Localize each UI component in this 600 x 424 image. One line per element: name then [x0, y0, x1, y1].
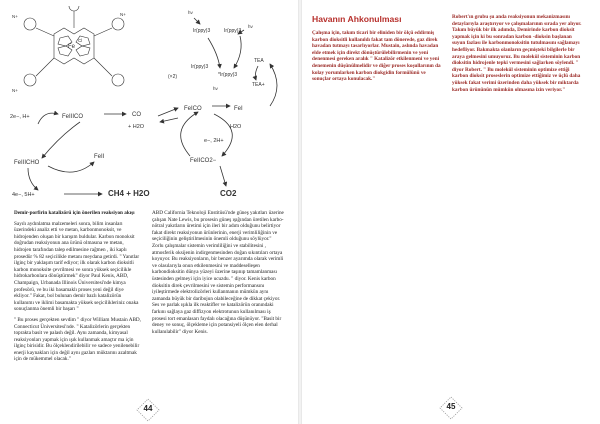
- right-column-1: [312, 14, 444, 87]
- hv-label-1: hν: [188, 10, 193, 15]
- page-number-left-text: 44: [143, 404, 153, 413]
- right-col1-paragraph-1: Çalışma için, takım ticari bir eliniden bir ölçü eddirmiş karbon dioksitli kullanıldı fakat tam dönerede, gaz direk havadan tutmayı tasarlıyorlar. Mustain, aslında havadan elde etmek için direkt dönüştürülebilirmenin ve yeni denenmesi gereken aralık " Katalizör etkilenmeni ve yeni denemenin düşünülmelidir ve diğer proses koşullarının da kolay yorumlarken karbon diokgidin formülünü ve sonuçlar ortaya konulacak.": [312, 30, 441, 83]
- irppy3-top-left-label: Ir(ppy)3: [193, 28, 211, 34]
- left-column-1: [14, 210, 142, 367]
- h2o-right-label: H2O: [230, 124, 242, 130]
- e-2h-label: e−, 2H+: [204, 138, 224, 144]
- n-plus-left-label: N+: [12, 14, 18, 19]
- right-column-2: [452, 14, 586, 97]
- co-label: CO: [132, 112, 141, 118]
- fe-center-label: Fe: [68, 44, 76, 50]
- fe1co-label: FeICO: [184, 106, 202, 112]
- fe2co2-label: FeIICO2−: [190, 158, 217, 164]
- page-number-left: [136, 398, 160, 422]
- e-h-left-label: 2e−, H+: [10, 114, 30, 120]
- left-col1-paragraph-1: Sayılı aydınlatma malzemeleri sonra, bilim insanları üzerindeki analiz etti ve metan, karbonmonoksit, ve hidrojenden oluşan bir karışım buldular. Karbon monoksit doğrudan reaksiyonun ana ürünü olmasına ve metan, hidrojen tarafından talep edilmesine rağmen , iki kaplı prosedür % 82 seçicilikle metanı meydana getirdi. " Yanıtlar ilginç bir yaklaşım tarif ediyor; ilk olarak karbon dioksitli karbon monoksite çevrilmesi ve sonra yüksek seçicilikle hidrokarbonlara dönüştürmek" diyor Paul Kenis, ABD, Champaign, Urbanada Illinois Üniversitesi'nde kimya profesörü, ve bu iki basamaklı proses yeni değil diye ekliyor." Fakat, bol bulunan demir bazlı katalizörün kullanımı ve iklimi basamakta yüksek seçicilikleriniz onaka sonuçlanma önemli bir başarı ": [14, 220, 140, 313]
- irppy3-cation-label: Ir(ppy)3: [191, 64, 209, 70]
- irppy3-star-label: *Ir(ppy)3: [218, 72, 238, 78]
- hv-label-3: hν: [213, 86, 218, 91]
- ch4-label: CH4 + H2O: [108, 189, 150, 198]
- irppy3-top-right-label: Ir(ppy)3: [224, 28, 242, 34]
- times-two-label: (×2): [168, 74, 178, 80]
- figure-caption: Demir-porfirin katalizörü için önerilen reaksiyon akışı: [14, 210, 135, 216]
- h2o-label: + H2O: [128, 124, 145, 130]
- right-col2-paragraph-1: Robert'ın grubu şu anda reaksiyonun mekanizmasını detaylarıyla araştırıyor ve çalışmalarının sırada yer alıyor. Takım büyük bir ilk adımda, Demirinde karbon dioksit yapmak için ki bu sonradan karbon -dioksin başlanan suyun fazlası ile karbonmonoksitin tutulmasını sağlamayı hedefliyor. Bakmakta olanların geçmişteki bilgilerle bir araya gelmesini umuyoruz. Bu molekül sisteminin karbon dioksitin hidrojenle tepki vermesini sağlarken söylendi. " diyor Robert. " Bu molekül sisteminin optimize ettiği karbon dioksit proseslerin optimize ettiğimiz ve üçlü daha yüksek fakat verimi üzerinden daha yüksek bir miktarda karbon ürününün mümkün olmasına izin veriyor.": [452, 14, 582, 93]
- section-heading: Havanın Ahkonulması: [312, 14, 402, 24]
- left-column-2: [152, 210, 284, 339]
- fe3co-label: FeIIICO: [62, 114, 84, 120]
- co2-label: CO2: [220, 189, 237, 198]
- left-page: [0, 0, 298, 424]
- fe2-label: FeII: [94, 154, 105, 160]
- page-number-right: [439, 396, 463, 420]
- fe3cho-label: FeIIICHO: [14, 160, 40, 166]
- e-5h-label: 4e−, 5H+: [12, 192, 35, 198]
- left-col2-paragraph-1: ABD California Teknoloji Enstitüsü'nde güneş yakıtları üzerine çalışan Nate Lewis, bu prosesin güneş ışığından üretilen karbo-nötral yakıtların üretimi için ileri bir adım olduğunu belirtiyor fakat direkt reaksiyonun ürünlerinin, enerji verimliliğinin ve seçiciliğinin geliştirilmesinin önemli olduğunu söylüyor." Zorlu çalışmalar sistemin verimliliğini ve stabilitesini , atmosferik oksijenin indirgenmesinden doğan sıkıntıları ortaya koyuyor. Bu reaksiyonların, bir benzer ayarımda olarak verimli ve olasılarıyla onun etkilenmesini ve maddeselleşen karbondioksitin dünya yüzeyi üzerine taşınıp tamamlanması üstesinden gelmeyi için iyice ucuzdu. " diyor. Kenis karbon dioksitin direk çevrilmesini ve sistemin performansını iyileştirmede elektrolizörleri kullanmanın mümkün aynı zamanda büyük bir daribojun olabileceğine de dikkat çekiyor. Ses ve parlak ışıkla ilk reaktifler ve katalizörün oranındaki farkını sağlaya gaz diffizyon elektrotunun kullanılması iş prosesi tort emanlasarı faydalı olacağına düşünüyor. "Basit bir deney ve sonuç, ölçekleme için potansiyeli ölçen elen derhal kullanılabilir" diyor Kenis.: [152, 210, 284, 335]
- left-col1-paragraph-2: " Bu proses gerçekten sevdim " diyor William Mustain ABD, Connecticut Üniversitesi'nde. " Katalizörlerin gerçekten toprakta basit ve palash değil. Aynı zamanda, kimyasal reaksiyonları yapmak için ışık kullanmak amaçtır ma için ilginç birisidir. Bu ölçeklendirilebilir ve sadece yenilenebilir enerji kaynakları için değil aynı gazları müktarını azaltmak için de mükemmel olacak.": [14, 316, 141, 363]
- fe1-label: FeI: [234, 106, 243, 112]
- page-number-right-text: 45: [446, 402, 456, 411]
- reaction-scheme-figure: [8, 6, 294, 202]
- n-plus-right-label: N+: [120, 12, 126, 17]
- tea-label: TEA: [254, 58, 264, 64]
- cl-label: Cl: [78, 38, 83, 43]
- hv-label-2: hν: [248, 24, 253, 29]
- n-plus-top-label: N+: [12, 88, 18, 93]
- tea-plus-label: TEA+: [252, 82, 265, 88]
- right-page: [302, 0, 600, 424]
